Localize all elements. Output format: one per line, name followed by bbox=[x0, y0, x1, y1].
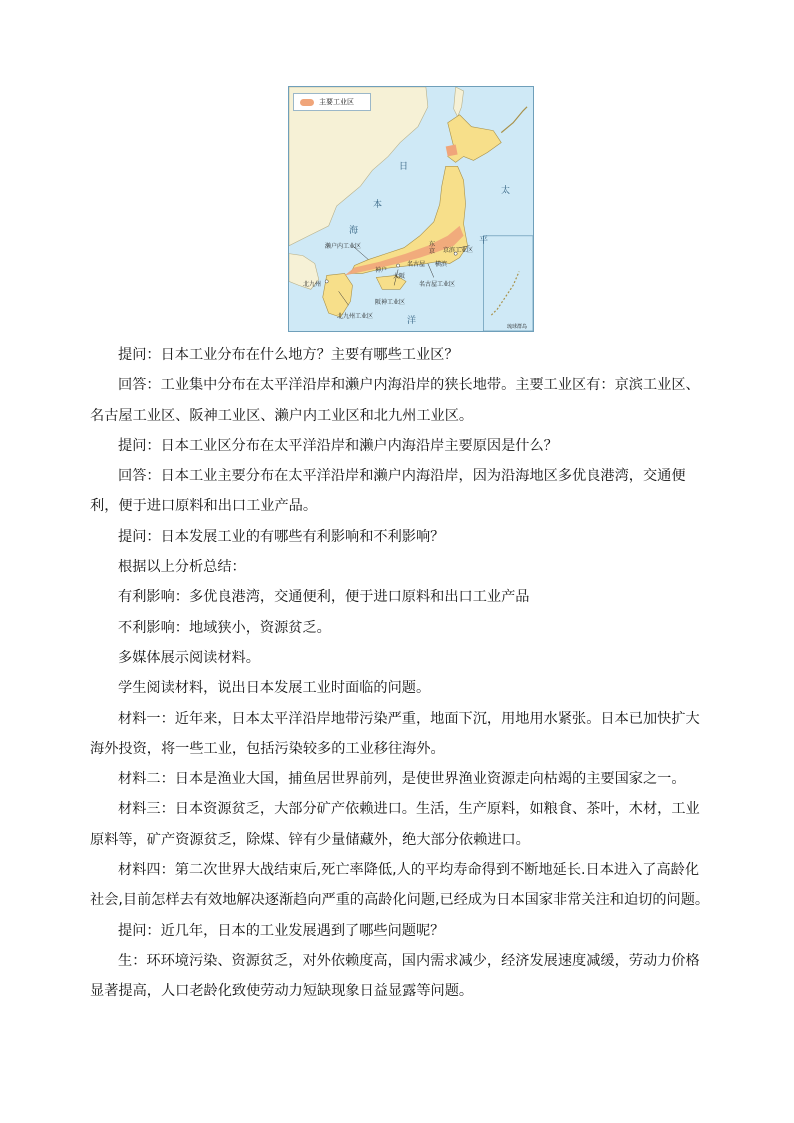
sea-label-yang: 洋 bbox=[407, 316, 417, 326]
label-nagoya-city: 名古屋 bbox=[407, 261, 426, 268]
paragraph: 提问：近几年，日本的工业发展遇到了哪些问题呢？ bbox=[118, 922, 445, 939]
label-keihin: 京滨工业区 bbox=[443, 247, 474, 254]
paragraph: 材料四：第二次世界大战结束后,死亡率降低,人的平均寿命得到不断地延长.日本进入了高龄化社会,目前怎样去有效地解决逐渐趋向严重的高龄化问题,已经成为日本国家非常关注和迫切的问题。 bbox=[90, 862, 710, 909]
label-ryukyu: 琉球群岛 bbox=[507, 324, 528, 330]
label-kitakyushu: 北九州工业区 bbox=[337, 313, 374, 320]
label-yokohama: 横滨 bbox=[435, 261, 448, 268]
paragraph: 提问：日本工业区分布在太平洋沿岸和濑户内海沿岸主要原因是什么？ bbox=[118, 437, 558, 454]
sea-label-ben: 本 bbox=[373, 200, 383, 210]
sea-label-tai: 太 bbox=[501, 186, 511, 196]
paragraph: 有利影响：多优良港湾，交通便利，便于进口原料和出口工业产品 bbox=[118, 589, 530, 606]
label-osaka: 大阪 bbox=[393, 273, 406, 280]
label-kitakyushu-city: 北九州 bbox=[303, 281, 322, 288]
paragraph: 不利影响：地域狭小，资源贫乏。 bbox=[118, 619, 331, 636]
paragraph: 提问：日本工业分布在什么地方？主要有哪些工业区？ bbox=[118, 347, 459, 363]
legend-swatch bbox=[300, 99, 314, 106]
map-legend bbox=[293, 93, 371, 111]
paragraph: 生：环环境污染、资源贫乏，对外依赖度高，国内需求减少，经济发展速度减缓，劳动力价格显著提高，人口老龄化致使劳动力短缺现象日益显露等问题。 bbox=[90, 952, 700, 1000]
label-setouchi: 濑户内工业区 bbox=[325, 243, 362, 250]
paragraph: 回答：工业集中分布在太平洋沿岸和濑户内海沿岸的狭长地带。主要工业区有：京滨工业区、名古屋工业区、阪神工业区、濑户内工业区和北九州工业区。 bbox=[90, 377, 700, 424]
label-hanshin: 阪神工业区 bbox=[375, 299, 406, 306]
sea-label-ri: 日 bbox=[399, 162, 409, 172]
paragraph: 回答：日本工业主要分布在太平洋沿岸和濑户内海沿岸，因为沿海地区多优良港湾，交通便利，便于进口原料和出口工业产品。 bbox=[90, 468, 686, 515]
label-chukyo: 名古屋工业区 bbox=[419, 281, 456, 288]
sea-label-ping: 平 bbox=[479, 236, 489, 246]
map-graphic bbox=[289, 87, 533, 331]
legend-label: 主要工业区 bbox=[319, 98, 354, 106]
paragraph: 提问：日本发展工业的有哪些有利影响和不利影响？ bbox=[118, 528, 445, 545]
paragraph: 材料二：日本是渔业大国，捕鱼居世界前列，是使世界渔业资源走向枯竭的主要国家之一。 bbox=[118, 771, 686, 788]
paragraph: 材料一：近年来，日本太平洋沿岸地带污染严重，地面下沉，用地用水紧张。日本已加快扩大海外投资，将一些工业，包括污染较多的工业移往海外。 bbox=[90, 710, 700, 757]
lesson-text bbox=[90, 340, 710, 1007]
paragraph: 材料三：日本资源贫乏，大部分矿产依赖进口。生活，生产原料，如粮食、茶叶，木材，工业原料等，矿产资源贫乏，除煤、锌有少量储藏外，绝大部分依赖进口。 bbox=[90, 801, 700, 848]
label-tokyo-city: 东京 bbox=[429, 241, 436, 255]
sea-label-hai: 海 bbox=[349, 226, 359, 236]
label-kobe: 神户 bbox=[375, 267, 388, 274]
paragraph: 根据以上分析总结： bbox=[118, 559, 246, 576]
paragraph: 学生阅读材料，说出日本发展工业时面临的问题。 bbox=[118, 680, 431, 697]
paragraph: 多媒体展示阅读材料。 bbox=[118, 649, 260, 666]
japan-industry-map bbox=[288, 86, 534, 332]
